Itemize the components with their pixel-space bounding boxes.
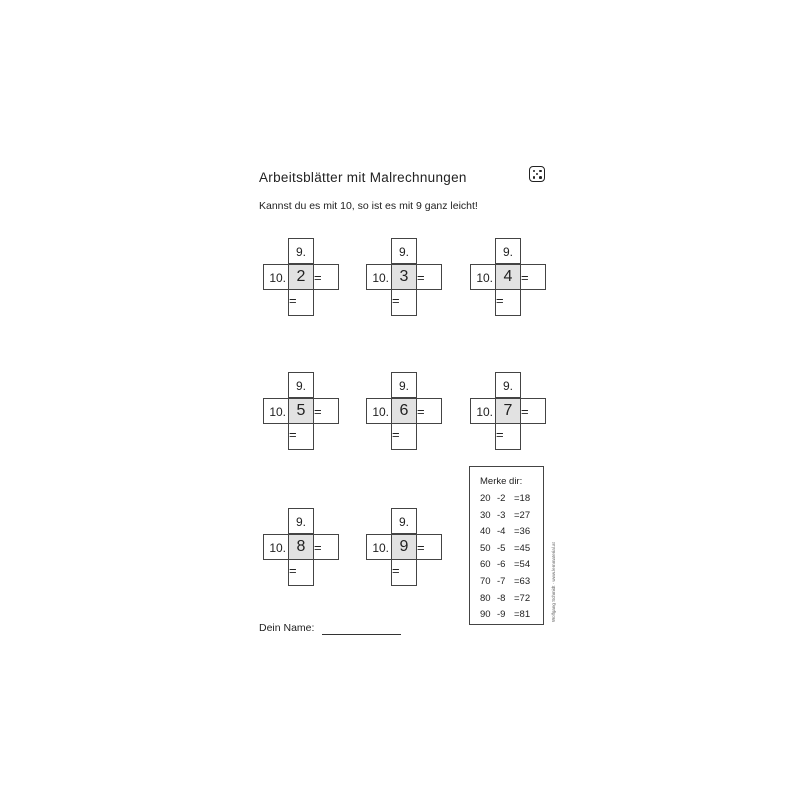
merke-cell: =36: [514, 526, 531, 538]
name-label: Dein Name:: [259, 622, 315, 634]
center-number: 4: [503, 268, 513, 285]
equals-sign: =: [392, 427, 400, 442]
left-factor: 10.: [372, 405, 389, 419]
bottom-answer-cell: [495, 289, 521, 316]
left-factor: 10.: [476, 405, 493, 419]
merke-cell: =81: [514, 609, 531, 621]
bottom-answer-cell: [495, 423, 521, 450]
merke-cell: -8: [497, 592, 506, 604]
left-factor: 10.: [372, 271, 389, 285]
left-cell: [470, 398, 496, 424]
left-factor: 10.: [269, 405, 286, 419]
merke-cell: =45: [514, 542, 531, 554]
multiplication-cross: [470, 238, 546, 316]
bottom-answer-cell: [391, 423, 417, 450]
merke-cell: -6: [497, 559, 506, 571]
merke-cell: -3: [497, 509, 506, 521]
equals-sign: =: [392, 293, 400, 308]
left-factor: 10.: [269, 541, 286, 555]
left-factor: 10.: [372, 541, 389, 555]
multiplication-cross: [366, 508, 442, 586]
center-number: 8: [296, 538, 306, 555]
merke-cell: 70: [480, 575, 491, 587]
right-answer-cell: [416, 534, 442, 560]
top-cell: [391, 238, 417, 264]
top-cell: [391, 508, 417, 534]
center-cell: [391, 534, 417, 560]
equals-sign: =: [417, 540, 425, 555]
top-factor: 9.: [295, 379, 306, 393]
center-number: 5: [296, 402, 306, 419]
name-input-line[interactable]: [322, 634, 401, 635]
merke-cell: 90: [480, 609, 491, 621]
top-cell: [288, 508, 314, 534]
equals-sign: =: [417, 270, 425, 285]
multiplication-cross: [366, 238, 442, 316]
equals-sign: =: [314, 404, 322, 419]
left-factor: 10.: [269, 271, 286, 285]
equals-sign: =: [289, 427, 297, 442]
top-cell: [288, 372, 314, 398]
bottom-answer-cell: [391, 559, 417, 586]
center-cell: [288, 534, 314, 560]
top-cell: [391, 372, 417, 398]
multiplication-cross: [263, 508, 339, 586]
merke-title: Merke dir:: [480, 476, 523, 487]
equals-sign: =: [289, 563, 297, 578]
center-cell: [495, 264, 521, 290]
left-cell: [366, 264, 392, 290]
center-cell: [495, 398, 521, 424]
merke-cell: -9: [497, 609, 506, 621]
multiplication-cross: [366, 372, 442, 450]
merke-cell: -2: [497, 493, 506, 504]
merke-cell: =27: [514, 509, 531, 521]
top-factor: 9.: [295, 245, 306, 259]
bottom-answer-cell: [288, 423, 314, 450]
right-answer-cell: [416, 398, 442, 424]
equals-sign: =: [417, 404, 425, 419]
top-factor: 9.: [398, 245, 409, 259]
merke-dir-box: [469, 466, 544, 625]
center-cell: [391, 398, 417, 424]
top-factor: 9.: [398, 379, 409, 393]
equals-sign: =: [521, 404, 529, 419]
credit-text: Wolfgang Schmidt · www.lernmaterial.at: [551, 542, 556, 622]
center-number: 7: [503, 402, 513, 419]
merke-cell: =54: [514, 559, 531, 571]
center-number: 3: [399, 268, 409, 285]
merke-cell: 30: [480, 509, 491, 521]
right-answer-cell: [416, 264, 442, 290]
dice-five-icon: [529, 166, 545, 182]
left-cell: [263, 264, 289, 290]
center-cell: [288, 398, 314, 424]
bottom-answer-cell: [288, 559, 314, 586]
right-answer-cell: [313, 534, 339, 560]
top-factor: 9.: [502, 245, 513, 259]
merke-cell: -5: [497, 542, 506, 554]
center-number: 6: [399, 402, 409, 419]
center-number: 9: [399, 538, 409, 555]
right-answer-cell: [313, 398, 339, 424]
bottom-answer-cell: [391, 289, 417, 316]
left-factor: 10.: [476, 271, 493, 285]
equals-sign: =: [496, 293, 504, 308]
equals-sign: =: [314, 540, 322, 555]
equals-sign: =: [521, 270, 529, 285]
left-cell: [366, 398, 392, 424]
left-cell: [263, 534, 289, 560]
subtitle: Kannst du es mit 10, so ist es mit 9 ganz leicht!: [259, 200, 478, 212]
merke-cell: =72: [514, 592, 531, 604]
right-answer-cell: [313, 264, 339, 290]
left-cell: [263, 398, 289, 424]
left-cell: [366, 534, 392, 560]
merke-cell: 50: [480, 542, 491, 554]
merke-cell: =63: [514, 575, 531, 587]
merke-cell: -7: [497, 575, 506, 587]
right-answer-cell: [520, 398, 546, 424]
left-cell: [470, 264, 496, 290]
merke-cell: 80: [480, 592, 491, 604]
equals-sign: =: [496, 427, 504, 442]
center-number: 2: [296, 268, 306, 285]
merke-cell: 40: [480, 526, 491, 538]
top-factor: 9.: [398, 515, 409, 529]
merke-cell: 60: [480, 559, 491, 571]
equals-sign: =: [289, 293, 297, 308]
multiplication-cross: [470, 372, 546, 450]
top-cell: [495, 372, 521, 398]
bottom-answer-cell: [288, 289, 314, 316]
top-factor: 9.: [295, 515, 306, 529]
center-cell: [391, 264, 417, 290]
page-title: Arbeitsblätter mit Malrechnungen: [259, 170, 467, 185]
merke-cell: -4: [497, 526, 506, 538]
multiplication-cross: [263, 238, 339, 316]
center-cell: [288, 264, 314, 290]
top-cell: [495, 238, 521, 264]
top-cell: [288, 238, 314, 264]
merke-cell: =18: [514, 493, 531, 504]
equals-sign: =: [314, 270, 322, 285]
equals-sign: =: [392, 563, 400, 578]
multiplication-cross: [263, 372, 339, 450]
right-answer-cell: [520, 264, 546, 290]
top-factor: 9.: [502, 379, 513, 393]
merke-cell: 20: [480, 493, 491, 504]
